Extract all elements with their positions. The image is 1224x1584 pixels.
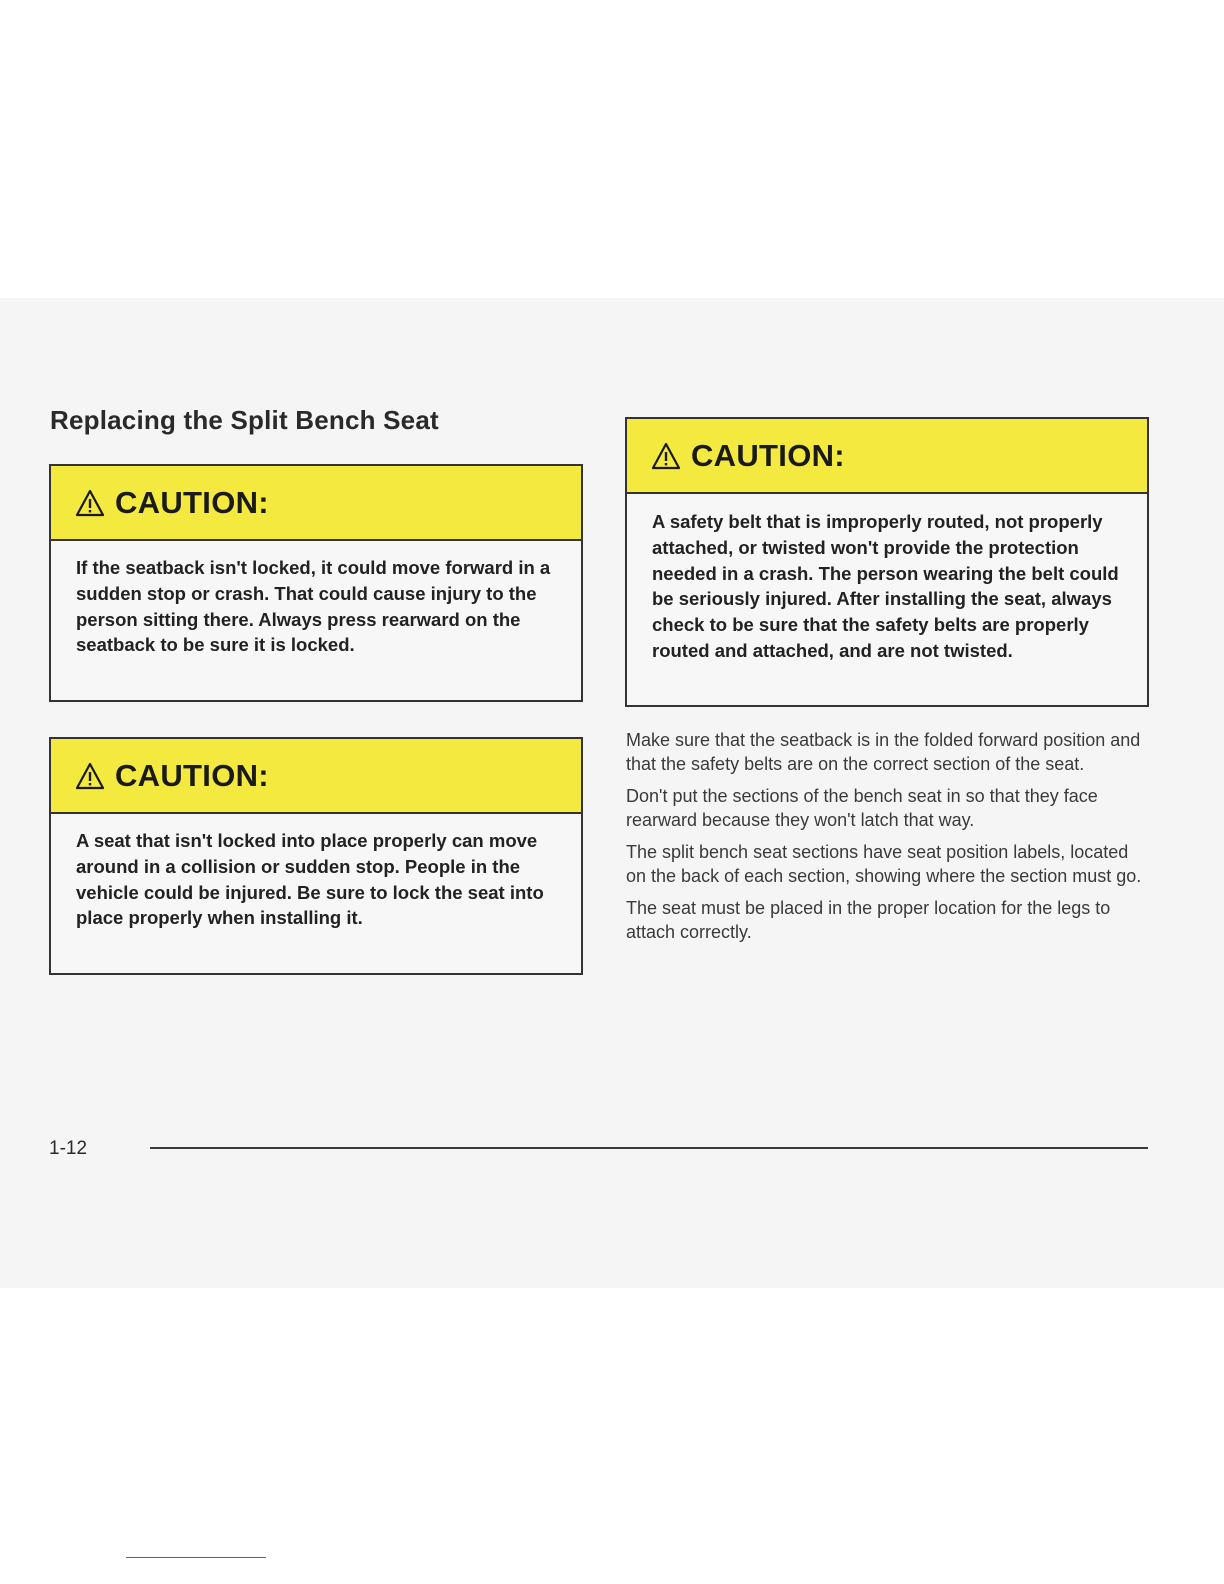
caution-header	[627, 419, 1147, 494]
caution-box-safety-belt	[625, 417, 1149, 707]
caution-header	[51, 466, 581, 541]
bottom-link-underline	[126, 1557, 266, 1558]
caution-label: CAUTION:	[691, 437, 845, 473]
caution-text: A seat that isn't locked into place properly can move around in a collision or sudden stop. People in the vehicle could be injured. Be sure to lock the seat into place properly when installing it.	[76, 830, 544, 929]
warning-triangle-icon	[75, 762, 105, 790]
paragraph: Don't put the sections of the bench seat in so that they face rearward because they won't latch that way.	[626, 786, 1098, 830]
instructions-text	[626, 729, 1146, 953]
warning-triangle-icon	[75, 489, 105, 517]
caution-box-seatback	[49, 464, 583, 702]
caution-text: A safety belt that is improperly routed, not properly attached, or twisted won't provide the protection needed in a crash. The person wearing the belt could be seriously injured. After installing the seat, always check to be sure that the safety belts are properly routed and attached, and are not twisted.	[652, 511, 1119, 661]
caution-box-seat-lock	[49, 737, 583, 975]
paragraph: The seat must be placed in the proper location for the legs to attach correctly.	[626, 898, 1111, 942]
caution-header	[51, 739, 581, 814]
caution-label: CAUTION:	[115, 757, 269, 793]
paragraph: Make sure that the seatback is in the folded forward position and that the safety belts are on the correct section of the seat.	[626, 730, 1141, 774]
footer-rule	[150, 1147, 1148, 1149]
paragraph: The split bench seat sections have seat position labels, located on the back of each section, showing where the section must go.	[626, 842, 1142, 886]
section-title: Replacing the Split Bench Seat	[50, 405, 439, 435]
warning-triangle-icon	[651, 442, 681, 470]
page-number: 1-12	[49, 1138, 88, 1159]
caution-text: If the seatback isn't locked, it could move forward in a sudden stop or crash. That could cause injury to the person sitting there. Always press rearward on the seatback to be sure it is locked.	[76, 557, 551, 656]
caution-label: CAUTION:	[115, 484, 269, 520]
